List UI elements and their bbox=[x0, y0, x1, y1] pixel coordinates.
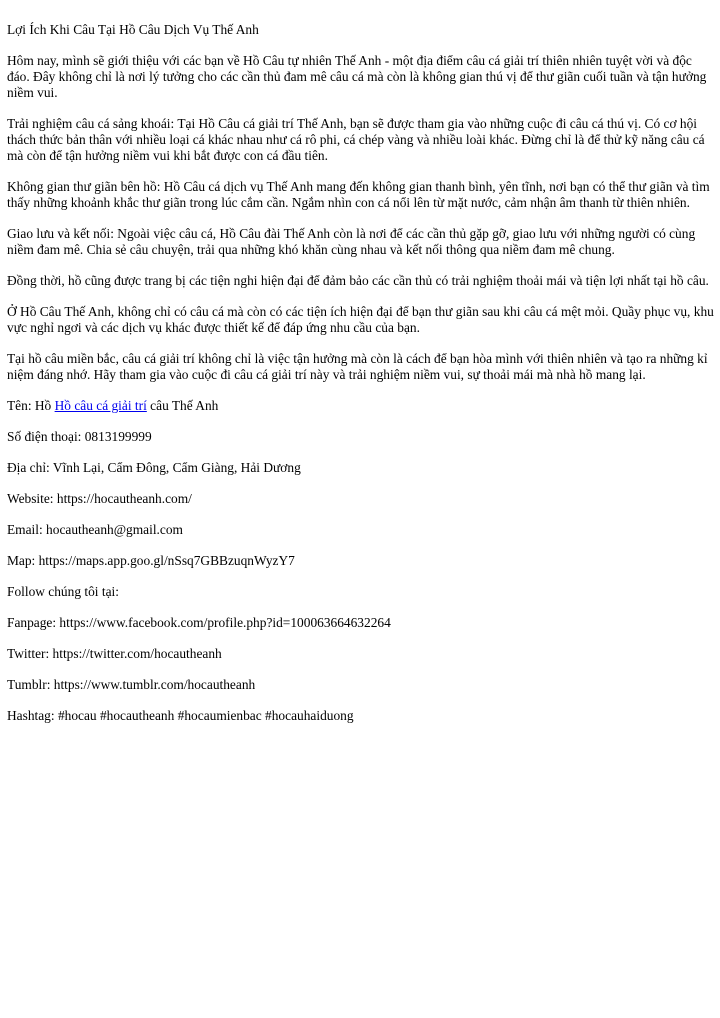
follow-line: Follow chúng tôi tại: bbox=[7, 584, 119, 599]
page-title: Lợi Ích Khi Câu Tại Hồ Câu Dịch Vụ Thế Anh bbox=[7, 22, 259, 37]
paragraph-networking: Giao lưu và kết nối: Ngoài việc câu cá, Hồ Câu đài Thế Anh còn là nơi để các cần thủ gặp gỡ, giao lưu với những người có cùng niềm đam mê. Chia sẻ câu chuyện, trải qua những khó khăn cùng nhau và kết nối thông qua niềm đam mê chung. bbox=[7, 226, 696, 257]
fishing-link[interactable]: Hồ câu cá giải trí bbox=[54, 398, 147, 413]
website-line: Website: https://hocautheanh.com/ bbox=[7, 491, 192, 506]
name-line bbox=[7, 398, 715, 414]
paragraph-intro: Hôm nay, mình sẽ giới thiệu với các bạn về Hồ Câu tự nhiên Thế Anh - một địa điểm câu cá giải trí thiên nhiên tuyệt vời và độc đáo. Đây không chỉ là nơi lý tưởng cho các cần thủ đam mê câu cá mà còn là không gian thú vị để thư giãn cuối tuần và tận hưởng niềm vui. bbox=[7, 53, 707, 100]
name-suffix: câu Thế Anh bbox=[146, 398, 219, 413]
address-line: Địa chỉ: Vĩnh Lại, Cẩm Đông, Cẩm Giàng, Hải Dương bbox=[7, 460, 301, 475]
phone-line: Số điện thoại: 0813199999 bbox=[7, 429, 152, 444]
paragraph-services: Ở Hồ Câu Thế Anh, không chỉ có câu cá mà còn có các tiện ích hiện đại để bạn thư giãn sau khi câu cá mệt mỏi. Quầy phục vụ, khu vực nghỉ ngơi và các dịch vụ khác được thiết kế để đáp ứng nhu cầu của bạn. bbox=[7, 304, 714, 335]
fanpage-line: Fanpage: https://www.facebook.com/profile.php?id=100063664632264 bbox=[7, 615, 391, 630]
paragraph-amenities: Đồng thời, hồ cũng được trang bị các tiện nghi hiện đại để đảm bảo các cần thủ có trải nghiệm thoải mái và tiện lợi nhất tại hồ câu. bbox=[7, 273, 709, 288]
hashtag-line: Hashtag: #hocau #hocautheanh #hocaumienbac #hocauhaiduong bbox=[7, 708, 354, 723]
twitter-line: Twitter: https://twitter.com/hocautheanh bbox=[7, 646, 222, 661]
paragraph-closing: Tại hồ câu miền bắc, câu cá giải trí không chỉ là việc tận hưởng mà còn là cách để bạn hòa mình với thiên nhiên và tạo ra những kỉ niệm đáng nhớ. Hãy tham gia vào cuộc đi câu cá giải trí này và trải nghiệm niềm vui, sự thoải mái mà nhà hồ mang lại. bbox=[7, 351, 708, 382]
name-prefix: Tên: Hồ bbox=[7, 398, 55, 413]
document-body bbox=[7, 22, 715, 739]
email-line: Email: hocautheanh@gmail.com bbox=[7, 522, 183, 537]
paragraph-experience: Trải nghiệm câu cá sảng khoái: Tại Hồ Câu cá giải trí Thế Anh, bạn sẽ được tham gia vào những cuộc đi câu cá thú vị. Có cơ hội thách thức bản thân với nhiều loại cá khác nhau như cá rô phi, cá chép vàng và nhiều loài khác. Đừng chỉ là để thử kỹ năng câu cá mà còn để tận hưởng niềm vui khi bắt được con cá đầu tiên. bbox=[7, 116, 705, 163]
paragraph-relax-space: Không gian thư giãn bên hồ: Hồ Câu cá dịch vụ Thế Anh mang đến không gian thanh bình, yên tĩnh, nơi bạn có thể thư giãn và tìm thấy những khoảnh khắc thư giãn trong lúc cắm cần. Ngắm nhìn con cá nổi lên từ mặt nước, cảm nhận âm thanh từ thiên nhiên. bbox=[7, 179, 710, 210]
tumblr-line: Tumblr: https://www.tumblr.com/hocautheanh bbox=[7, 677, 256, 692]
map-line: Map: https://maps.app.goo.gl/nSsq7GBBzuqnWyzY7 bbox=[7, 553, 295, 568]
